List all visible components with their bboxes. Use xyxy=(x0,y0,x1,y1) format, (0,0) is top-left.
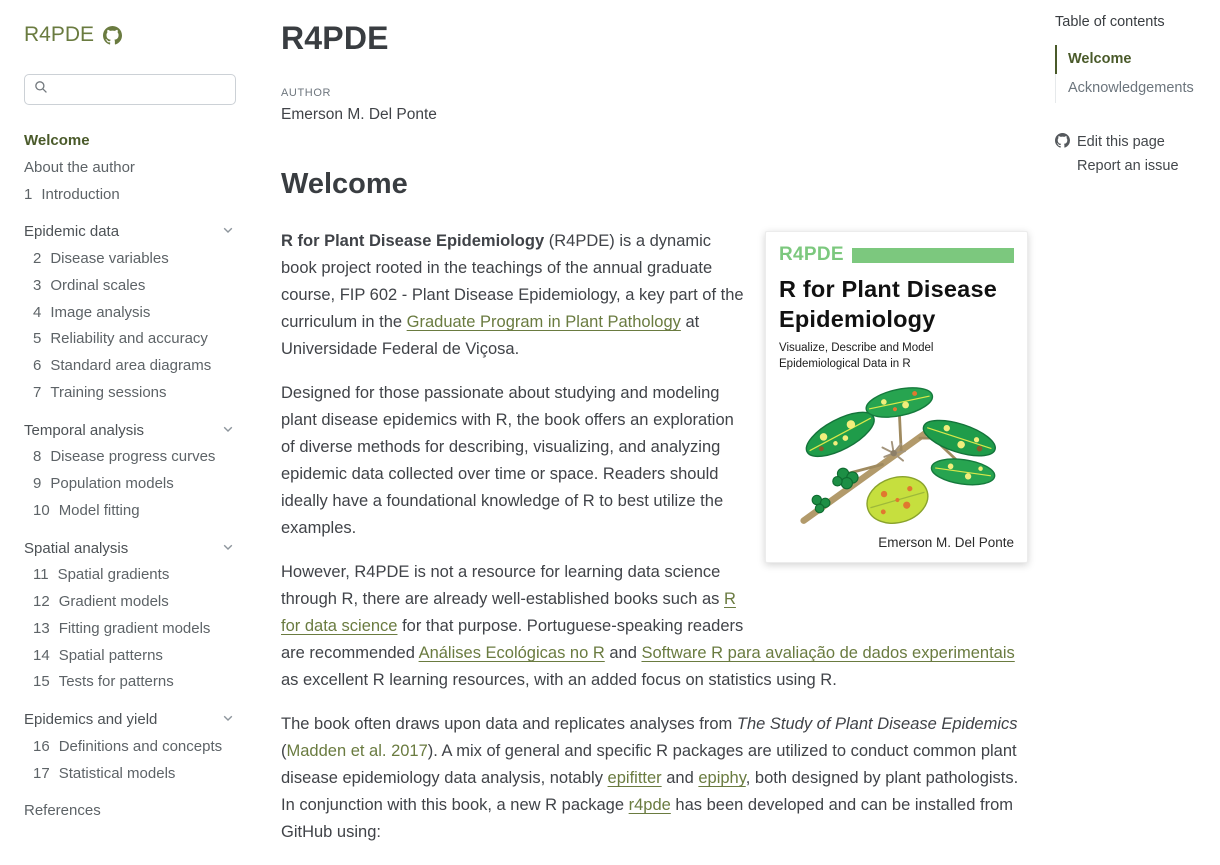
sidebar-item-welcome[interactable]: Welcome xyxy=(24,132,90,150)
sidebar-section-epidemic-data[interactable]: Epidemic data xyxy=(24,219,236,246)
inline-link[interactable]: r4pde xyxy=(628,796,671,814)
inline-link[interactable]: epiphy xyxy=(698,769,746,787)
toc-heading: Table of contents xyxy=(1055,14,1165,30)
text-segment: (R4PDE) is a dynamic book project rooted in the teachings of the annual graduate course, FIP 602 - Plant Disease Epidemiology, a key part of the curriculum in the xyxy=(281,232,744,331)
author-label: AUTHOR xyxy=(281,87,332,99)
text-segment: as excellent R learning resources, with an added focus on statistics using R. xyxy=(281,671,837,689)
github-icon xyxy=(103,26,122,45)
search-input[interactable] xyxy=(48,82,226,98)
text-segment: R for Plant Disease Epidemiology xyxy=(281,232,545,250)
search-box[interactable] xyxy=(24,74,236,105)
sidebar-section-epidemics-and-yield[interactable]: Epidemics and yield xyxy=(24,707,236,734)
paragraph-3 xyxy=(281,559,1028,694)
toc-edit-this-page[interactable]: Edit this page xyxy=(1055,130,1220,155)
cover-title: R for Plant Disease Epidemiology xyxy=(779,276,997,333)
sidebar-header xyxy=(24,22,236,47)
author-name: Emerson M. Del Ponte xyxy=(281,106,437,123)
inline-link[interactable]: Análises Ecológicas no R xyxy=(418,644,605,662)
cover-subtitle: Visualize, Describe and Model Epidemiological Data in R xyxy=(779,342,934,370)
sidebar-item-disease-progress-curves[interactable]: 8 Disease progress curves xyxy=(33,448,216,466)
book-cover xyxy=(765,231,1028,563)
sidebar-item-disease-variables[interactable]: 2 Disease variables xyxy=(33,250,169,268)
sidebar xyxy=(0,0,260,865)
sidebar-item-statistical-models[interactable]: 17 Statistical models xyxy=(33,764,176,782)
site-title-link[interactable]: R4PDE xyxy=(24,23,95,46)
inline-link[interactable]: Madden et al. 2017 xyxy=(286,742,428,760)
toc-item-welcome[interactable]: Welcome xyxy=(1055,45,1220,74)
toc-report-an-issue[interactable]: Report an issue xyxy=(1077,157,1179,174)
text-segment: The Study of Plant Disease Epidemics xyxy=(736,715,1018,733)
sidebar-item-population-models[interactable]: 9 Population models xyxy=(33,475,174,493)
paragraph-4 xyxy=(281,711,1028,846)
sidebar-item-reliability-and-accuracy[interactable]: 5 Reliability and accuracy xyxy=(33,330,208,348)
cover-author: Emerson M. Del Ponte xyxy=(878,535,1014,550)
welcome-heading: Welcome xyxy=(281,168,408,200)
text-segment: at Universidade Federal de Viçosa. xyxy=(281,313,700,358)
sidebar-item-gradient-models[interactable]: 12 Gradient models xyxy=(33,593,169,611)
main-content xyxy=(281,0,1028,863)
plant-illustration xyxy=(779,374,1014,535)
inline-link[interactable]: Graduate Program in Plant Pathology xyxy=(406,313,681,331)
sidebar-item-definitions-and-concepts[interactable]: 16 Definitions and concepts xyxy=(33,737,223,755)
text-segment: has been developed and can be installed from GitHub using: xyxy=(281,796,1013,841)
sidebar-item-standard-area-diagrams[interactable]: 6 Standard area diagrams xyxy=(33,357,212,375)
inline-link[interactable]: epifitter xyxy=(607,769,662,787)
sidebar-item-image-analysis[interactable]: 4 Image analysis xyxy=(33,303,151,321)
sidebar-item-about-the-author[interactable]: About the author xyxy=(24,158,135,176)
toc-tools xyxy=(1055,130,1220,177)
sidebar-section-spatial-analysis[interactable]: Spatial analysis xyxy=(24,536,236,563)
text-segment: , both designed by plant pathologists. In conjunction with this book, a new R package xyxy=(281,769,1019,814)
text-segment: ( xyxy=(281,742,287,760)
sidebar-item-fitting-gradient-models[interactable]: 13 Fitting gradient models xyxy=(33,619,211,637)
cover-brand: R4PDE xyxy=(779,244,844,265)
sidebar-section-temporal-analysis[interactable]: Temporal analysis xyxy=(24,418,236,445)
text-segment: Designed for those passionate about studying and modeling plant disease epidemics with R, the book offers an exploration of diverse methods for describing, visualizing, and analyzing epidemic data collected over time or space. Readers should ideally have a foundational knowledge of R to best utilize the examples. xyxy=(281,384,734,537)
sidebar-item-references[interactable]: References xyxy=(24,802,101,820)
sidebar-item-introduction[interactable]: 1 Introduction xyxy=(24,185,120,203)
inline-link[interactable]: Software R para avaliação de dados experimentais xyxy=(641,644,1015,662)
text-segment: and xyxy=(661,769,699,787)
cover-green-bar xyxy=(852,248,1014,263)
inline-link[interactable]: R for data science xyxy=(281,590,736,635)
cover-header xyxy=(779,244,1014,266)
sidebar-item-tests-for-patterns[interactable]: 15 Tests for patterns xyxy=(33,673,174,691)
chevron-down-icon[interactable] xyxy=(222,422,236,441)
text-segment: ). A mix of general and specific R packages are utilized to conduct common plant disease epidemiology data analysis, notably xyxy=(281,742,1017,787)
chevron-down-icon[interactable] xyxy=(222,223,236,242)
text-segment: for that purpose. Portuguese-speaking readers are recommended xyxy=(281,617,744,662)
sidebar-item-ordinal-scales[interactable]: 3 Ordinal scales xyxy=(33,276,146,294)
github-repo-link[interactable] xyxy=(103,24,122,45)
sidebar-item-spatial-patterns[interactable]: 14 Spatial patterns xyxy=(33,646,163,664)
page-title: R4PDE xyxy=(281,20,389,56)
search-icon xyxy=(34,80,48,99)
chevron-down-icon[interactable] xyxy=(222,711,236,730)
text-segment: The book often draws upon data and replicates analyses from xyxy=(281,715,737,733)
text-segment: However, R4PDE is not a resource for learning data science through R, there are already well-established books such as xyxy=(281,563,724,608)
sidebar-nav xyxy=(24,128,236,825)
sidebar-item-training-sessions[interactable]: 7 Training sessions xyxy=(33,383,167,401)
chevron-down-icon[interactable] xyxy=(222,540,236,559)
text-segment: and xyxy=(604,644,642,662)
toc-item-acknowledgements[interactable]: Acknowledgements xyxy=(1055,74,1220,103)
sidebar-item-model-fitting[interactable]: 10 Model fitting xyxy=(33,501,140,519)
sidebar-item-spatial-gradients[interactable]: 11 Spatial gradients xyxy=(33,566,170,584)
github-icon xyxy=(1055,133,1070,152)
table-of-contents xyxy=(1055,0,1220,177)
